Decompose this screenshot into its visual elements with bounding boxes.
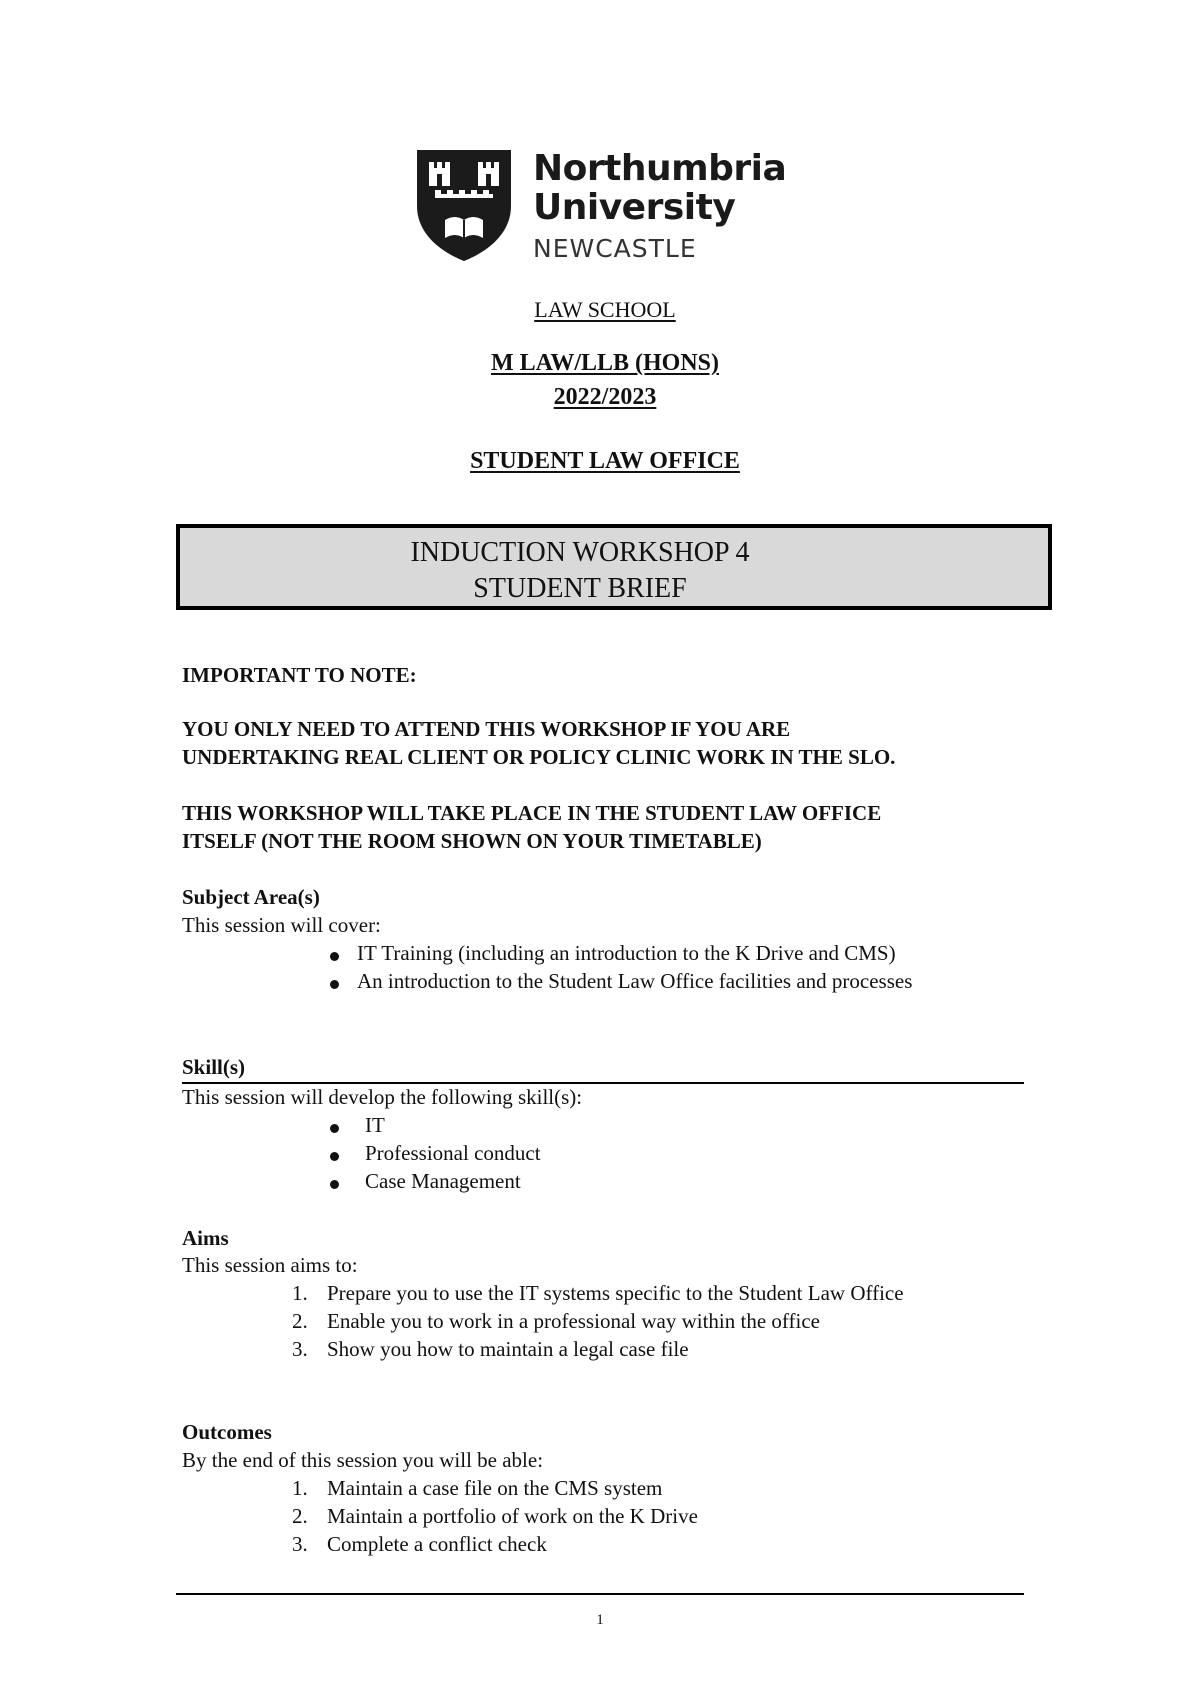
notice-heading: IMPORTANT TO NOTE: bbox=[182, 663, 417, 687]
aim-number: 1. bbox=[292, 1281, 308, 1305]
academic-year: 2022/2023 bbox=[553, 384, 657, 410]
notice-line: YOU ONLY NEED TO ATTEND THIS WORKSHOP IF YOU ARE bbox=[182, 717, 791, 741]
workshop-banner bbox=[176, 524, 1052, 610]
skills-heading: Skill(s) bbox=[182, 1055, 246, 1079]
subject-item: An introduction to the Student Law Office facilities and processes bbox=[357, 969, 913, 993]
outcome-item: Maintain a portfolio of work on the K Drive bbox=[327, 1504, 698, 1528]
notice-line: UNDERTAKING REAL CLIENT OR POLICY CLINIC WORK IN THE SLO. bbox=[182, 745, 896, 769]
logo-word-university: University bbox=[533, 187, 736, 228]
programme-title: M LAW/LLB (HONS) bbox=[490, 350, 720, 376]
logo-word-northumbria: Northumbria bbox=[533, 148, 787, 189]
bullet-icon bbox=[330, 1180, 339, 1189]
skills-intro: This session will develop the following skill(s): bbox=[182, 1085, 583, 1109]
subject-heading: Subject Area(s) bbox=[182, 885, 320, 909]
outcome-item: Complete a conflict check bbox=[327, 1532, 547, 1556]
aim-item: Enable you to work in a professional way within the office bbox=[327, 1309, 820, 1333]
school-title: LAW SCHOOL bbox=[534, 297, 676, 322]
bullet-icon bbox=[330, 980, 339, 989]
outcomes-intro: By the end of this session you will be able: bbox=[182, 1448, 544, 1472]
bullet-icon bbox=[330, 952, 339, 961]
logo-word-newcastle: NEWCASTLE bbox=[533, 234, 697, 263]
notice-line: ITSELF (NOT THE ROOM SHOWN ON YOUR TIMETABLE) bbox=[182, 829, 762, 853]
skill-item: Case Management bbox=[365, 1169, 521, 1193]
subject-item: IT Training (including an introduction to the K Drive and CMS) bbox=[357, 941, 896, 965]
office-title: STUDENT LAW OFFICE bbox=[470, 448, 740, 474]
outcome-number: 1. bbox=[292, 1476, 308, 1500]
subject-intro: This session will cover: bbox=[182, 913, 381, 937]
aim-number: 2. bbox=[292, 1309, 308, 1333]
banner-title: INDUCTION WORKSHOP 4 bbox=[410, 537, 750, 568]
aim-item: Prepare you to use the IT systems specific to the Student Law Office bbox=[327, 1281, 904, 1305]
banner-subtitle: STUDENT BRIEF bbox=[473, 573, 687, 604]
outcome-number: 2. bbox=[292, 1504, 308, 1528]
bullet-icon bbox=[330, 1124, 339, 1133]
aim-item: Show you how to maintain a legal case file bbox=[327, 1337, 689, 1361]
outcome-number: 3. bbox=[292, 1532, 308, 1556]
aims-heading: Aims bbox=[182, 1226, 229, 1250]
bullet-icon bbox=[330, 1152, 339, 1161]
university-logo bbox=[415, 148, 795, 263]
outcome-item: Maintain a case file on the CMS system bbox=[327, 1476, 663, 1500]
outcomes-heading: Outcomes bbox=[182, 1420, 272, 1444]
skill-item: IT bbox=[365, 1113, 385, 1137]
aim-number: 3. bbox=[292, 1337, 308, 1361]
notice-line: THIS WORKSHOP WILL TAKE PLACE IN THE STUDENT LAW OFFICE bbox=[182, 801, 882, 825]
skill-item: Professional conduct bbox=[365, 1141, 541, 1165]
footer-divider bbox=[176, 1593, 1024, 1595]
page-number: 1 bbox=[596, 1612, 604, 1628]
crest-icon bbox=[415, 148, 513, 263]
aims-intro: This session aims to: bbox=[182, 1253, 358, 1277]
skills-divider bbox=[182, 1082, 1024, 1084]
